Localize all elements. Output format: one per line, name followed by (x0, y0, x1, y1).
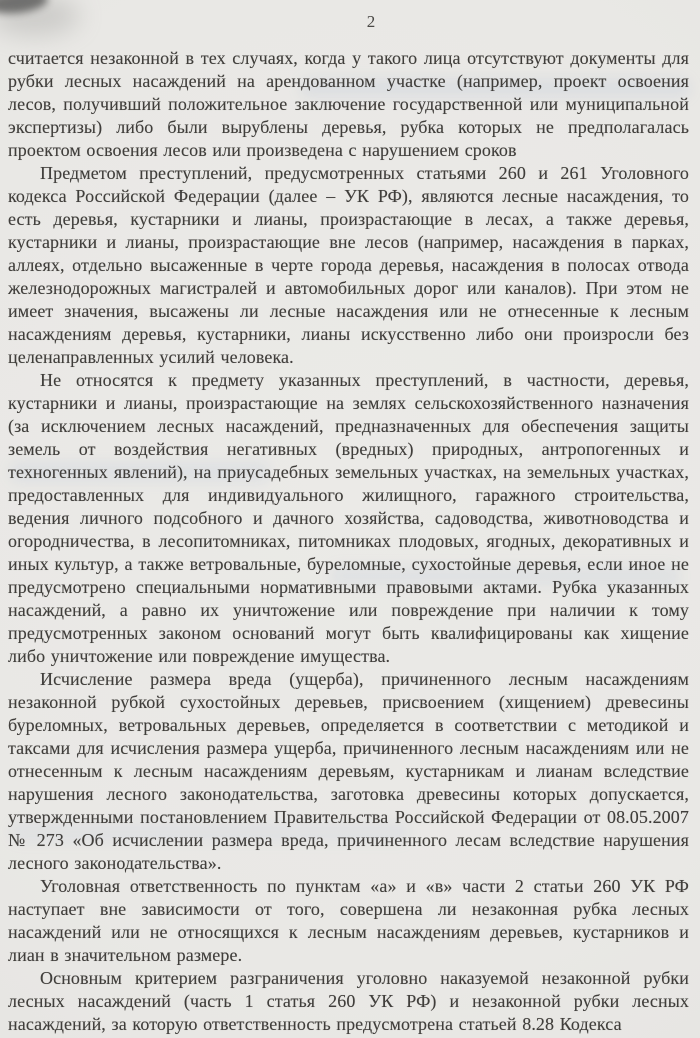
paragraph-3: Не относятся к предмету указанных преступлений, в частности, деревья, кустарники и лианы, произрастающие на землях сельскохозяйственного назначения (за исключением лесных насаждений, предназначенных для обеспечения защиты земель от воздействия негативных (вредных) природных, антропогенных и техногенных явлений), на приусадебных земельных участках, на земельных участках, предоставленных для индивидуального жилищного, гаражного строительства, ведения личного подсобного и дачного хозяйства, садоводства, животноводства и огородничества, в лесопитомниках, питомниках плодовых, ягодных, декоративных и иных культур, а также ветровальные, буреломные, сухостойные деревья, если иное не предусмотрено специальными нормативными правовыми актами. Рубка указанных насаждений, а равно их уничтожение или повреждение при наличии к тому предусмотренных законом оснований могут быть квалифицированы как хищение либо уничтожение или повреждение имущества. (8, 370, 689, 666)
document-body (8, 47, 689, 1036)
paragraph-5: Уголовная ответственность по пунктам «а» и «в» части 2 статьи 260 УК РФ наступает вне зависимости от того, совершена ли незаконная рубка лесных насаждений или не относящихся к лесным насаждениям деревьев, кустарников и лиан в значительном размере. (8, 876, 689, 965)
paragraph-1: считается незаконной в тех случаях, когда у такого лица отсутствуют документы для рубки лесных насаждений на арендованном участке (например, проект освоения лесов, получивший положительное заключение государственной или муниципальной экспертизы) либо были вырублены деревья, рубка которых не предполагалась проектом освоения лесов или произведена с нарушением сроков (8, 48, 689, 160)
paragraph-4: Исчисление размера вреда (ущерба), причиненного лесным насаждениям незаконной рубкой сухостойных деревьев, присвоением (хищением) древесины буреломных, ветровальных деревьев, определяется в соответствии с методикой и таксами для исчисления размера ущерба, причиненного лесным насаждениям или не отнесенным к лесным насаждениям деревьям, кустарникам и лианам вследствие нарушения лесного законодательства, заготовка древесины которых допускается, утвержденными постановлением Правительства Российской Федерации от 08.05.2007 № 273 «Об исчислении размера вреда, причиненного лесам вследствие нарушения лесного законодательства». (8, 669, 689, 873)
page-number: 2 (366, 12, 376, 31)
paragraph-2: Предметом преступлений, предусмотренных статьями 260 и 261 Уголовного кодекса Российской Федерации (далее – УК РФ), являются лесные насаждения, то есть деревья, кустарники и лианы, произрастающие в лесах, а также деревья, кустарники и лианы, произрастающие вне лесов (например, насаждения в парках, аллеях, отдельно высаженные в черте города деревья, насаждения в полосах отвода железнодорожных магистралей и автомобильных дорог или каналов). При этом не имеет значения, высажены ли лесные насаждения или не отнесенные к лесным насаждениям деревья, кустарники, лианы искусственно либо они произросли без целенаправленных усилий человека. (8, 163, 689, 367)
paragraph-6: Основным критерием разграничения уголовно наказуемой незаконной рубки лесных насаждений (часть 1 статья 260 УК РФ) и незаконной рубки лесных насаждений, за которую ответственность предусмотрена статьей 8.28 Кодекса (8, 968, 689, 1034)
